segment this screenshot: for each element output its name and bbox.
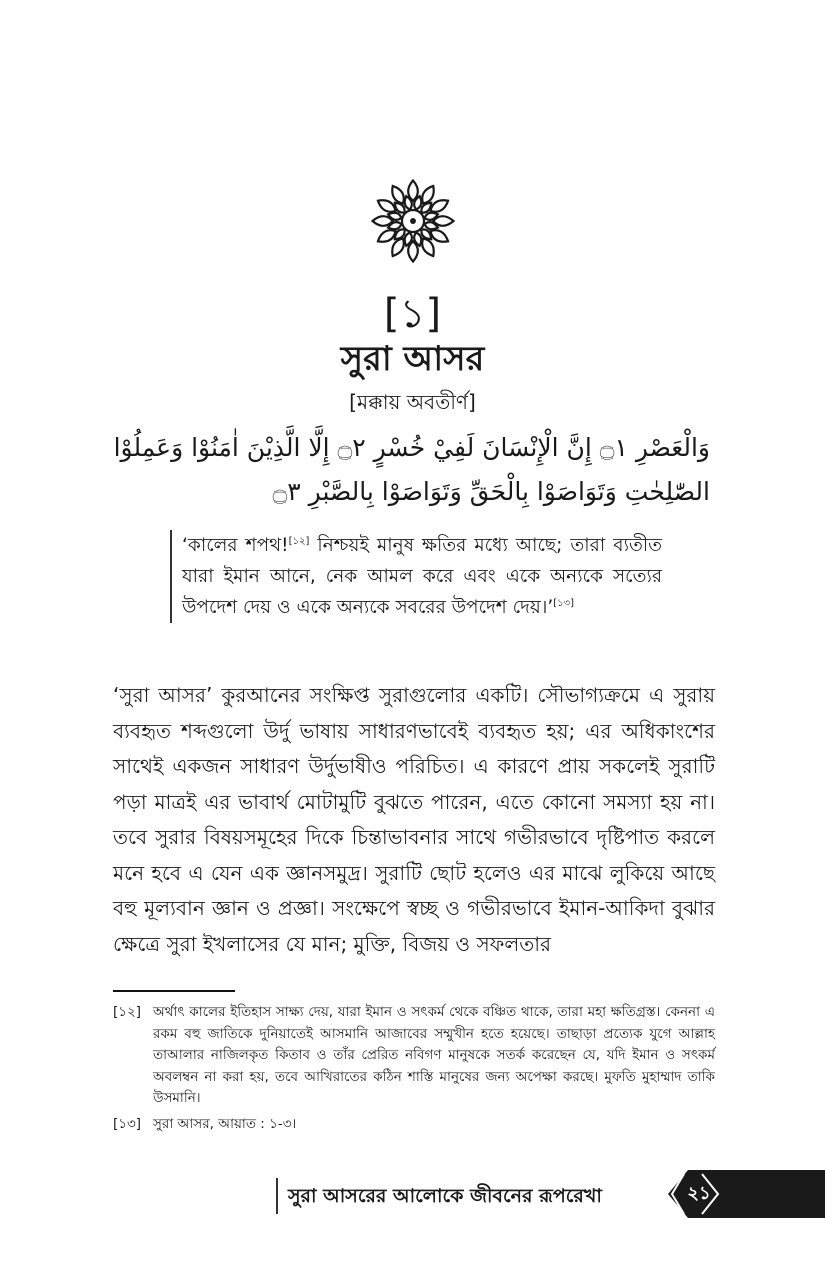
running-head: সুরা আসরের আলোকে জীবনের রূপরেখা	[276, 1178, 602, 1214]
footnote-item	[113, 1002, 715, 1110]
page-number: ২১	[687, 1183, 711, 1204]
chapter-title: সুরা আসর	[340, 339, 485, 379]
footnote-mark: [১৩]	[113, 1115, 142, 1132]
arabic-verse-line-2: الصّٰلِحٰتِ وَتَوَاصَوْا بِالْحَقِّ وَتَوَاصَوْا بِالصَّبْرِ ۝٣	[272, 477, 710, 506]
footnote-ref-13[interactable]: [১৩]	[553, 597, 575, 609]
chapter-number: [১]	[383, 291, 442, 337]
footnote-ref-12[interactable]: [১২]	[288, 535, 310, 547]
footnote-text: অর্থাৎ কালের ইতিহাস সাক্ষ্য দেয়, যারা ইমান ও সৎকর্ম থেকে বঞ্চিত থাকে, তারা মহা ক্ষতিগ্রস্ত। কেননা এ রকম বহু জাতিকে দুনিয়াতেই আসমানি আজাবের সম্মুখীন হতে হয়েছে। তাছাড়া প্রত্যেক যুগে আল্লাহ তাআলার নাজিলকৃত কিতাব ও তাঁর প্রেরিত নবিগণ মানুষকে সতর্ক করেছেন যে, যদি ইমান ও সৎকর্ম অবলম্বন না করা হয়, তবে আখিরাতের কঠিন শাস্তি মানুষের জন্য অপেক্ষা করছে। মুফতি মুহাম্মাদ তাকি উসমানি।	[153, 1004, 715, 1106]
translation-text-2: নিশ্চয়ই মানুষ ক্ষতির মধ্যে আছে; তারা ব্যতীত যারা ইমান আনে, নেক আমল করে এবং একে অন্যকে সত্যের উপদেশ দেয় ও একে অন্যকে সবরের উপদেশ দেয়।’	[182, 535, 662, 618]
footnote-item	[113, 1114, 715, 1136]
translation-text-1: ‘কালের শপথ!	[182, 535, 289, 556]
body-paragraph: ‘সুরা আসর’ কুরআনের সংক্ষিপ্ত সুরাগুলোর একটি। সৌভাগ্যক্রমে এ সুরায় ব্যবহৃত শব্দগুলো উর্দু ভাষায় সাধারণভাবেই ব্যবহৃত হয়; এর অধিকাংশের সাথেই একজন সাধারণ উর্দুভাষীও পরিচিত। এ কারণে প্রায় সকলেই সুরাটি পড়া মাত্রই এর ভাবার্থ মোটামুটি বুঝতে পারেন, এতে কোনো সমস্যা হয় না। তবে সুরার বিষয়সমূহের দিকে চিন্তাভাবনার সাথে গভীরভাবে দৃষ্টিপাত করলে মনে হবে এ যেন এক জ্ঞানসমুদ্র। সুরাটি ছোট হলেও এর মাঝে লুকিয়ে আছে বহু মূল্যবান জ্ঞান ও প্রজ্ঞা। সংক্ষেপে স্বচ্ছ ও গভীরভাবে ইমান-আকিদা বুঝার ক্ষেত্রে সুরা ইখলাসের যে মান; মুক্তি, বিজয় ও সফলতার	[113, 683, 715, 956]
revelation-place: [মক্কায় অবতীর্ণ]	[349, 390, 476, 414]
arabic-verse-line-1: وَالْعَصْرِ ۝١ إِنَّ الْإِنْسَانَ لَفِيْ خُسْرٍ ۝٢ إِلَّا الَّذِيْنَ اٰمَنُوْا وَعَمِلُوْا	[113, 433, 710, 462]
footnote-divider	[113, 990, 235, 992]
footnotes	[113, 1002, 715, 1139]
footnote-text: সুরা আসর, আয়াত : ১-৩।	[153, 1115, 297, 1132]
translation-quote	[170, 530, 662, 623]
footnote-mark: [১২]	[113, 1004, 142, 1020]
floral-mandala-ornament-icon	[367, 175, 459, 267]
